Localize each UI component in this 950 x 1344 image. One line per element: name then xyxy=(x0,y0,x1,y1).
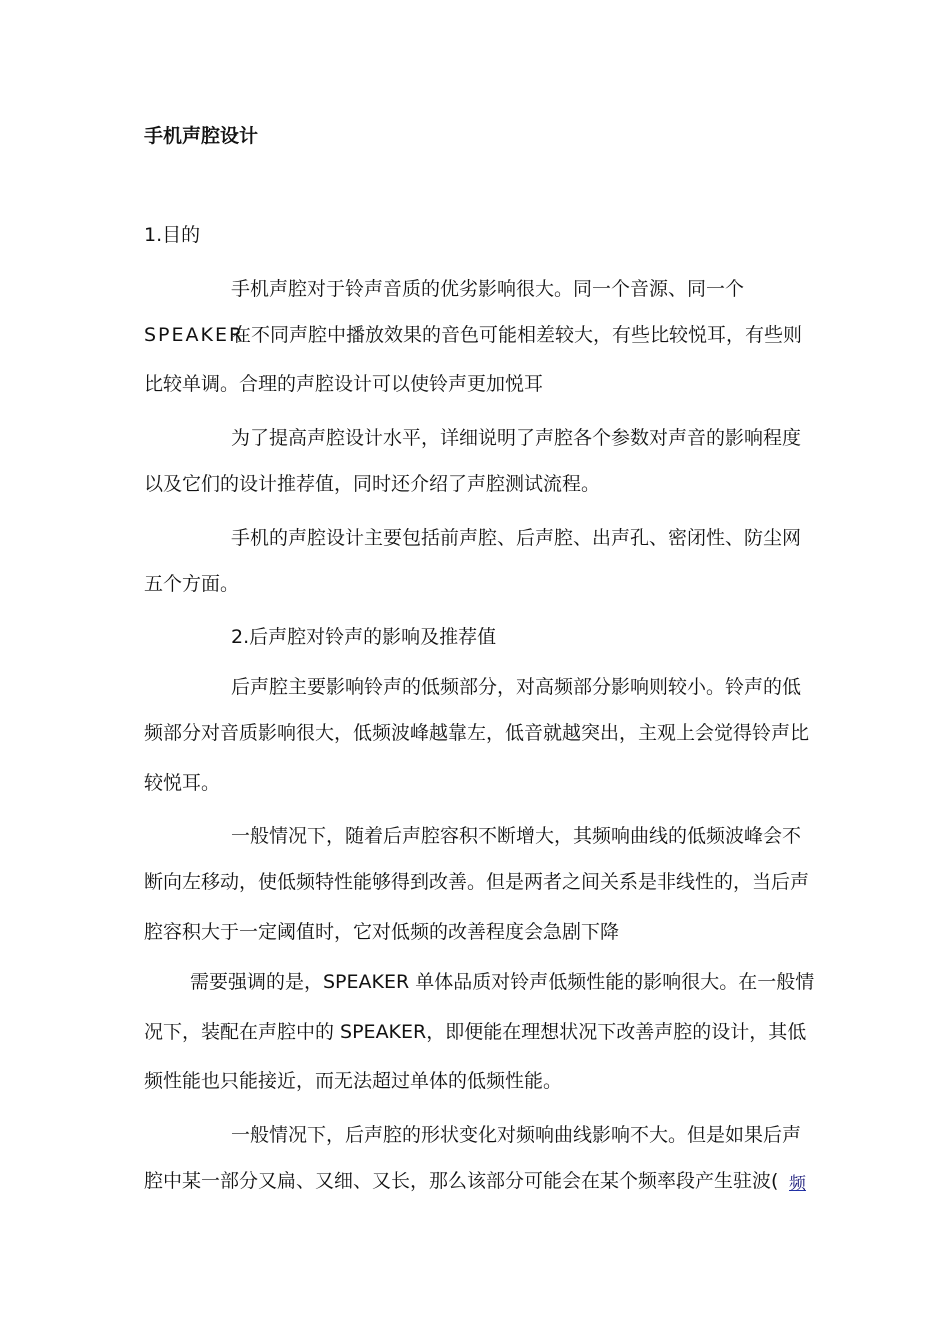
paragraph-line: 在不同声腔中播放效果的音色可能相差较大，有些比较悦耳，有些则 xyxy=(232,324,803,346)
paragraph-line: 手机的声腔设计主要包括前声腔、后声腔、出声孔、密闭性、防尘网 xyxy=(231,527,802,549)
paragraph-line: 需要强调的是，SPEAKER 单体品质对铃声低频性能的影响很大。在一般情 xyxy=(190,971,815,993)
paragraph-line: 频部分对音质影响很大，低频波峰越靠左，低音就越突出，主观上会觉得铃声比 xyxy=(144,722,810,744)
speaker-term: SPEAKER xyxy=(144,324,245,346)
section-heading-purpose: 1.目的 xyxy=(144,224,201,246)
paragraph-line: 况下，装配在声腔中的 SPEAKER，即便能在理想状况下改善声腔的设计，其低 xyxy=(144,1021,807,1043)
paragraph-line: 一般情况下，后声腔的形状变化对频响曲线影响不大。但是如果后声 xyxy=(231,1124,802,1146)
section-heading-back-cavity: 2.后声腔对铃声的影响及推荐值 xyxy=(231,626,497,648)
paragraph-line: 比较单调。合理的声腔设计可以使铃声更加悦耳 xyxy=(144,373,544,395)
paragraph-line: 断向左移动，使低频特性能够得到改善。但是两者之间关系是非线性的，当后声 xyxy=(144,871,810,893)
paragraph-line: 以及它们的设计推荐值，同时还介绍了声腔测试流程。 xyxy=(144,473,601,495)
paragraph-line: 腔容积大于一定阈值时，它对低频的改善程度会急剧下降 xyxy=(144,921,620,943)
paragraph-line: 为了提高声腔设计水平，详细说明了声腔各个参数对声音的影响程度 xyxy=(231,427,802,449)
footnote-link[interactable]: 频 xyxy=(789,1174,806,1194)
paragraph-line: 后声腔主要影响铃声的低频部分，对高频部分影响则较小。铃声的低 xyxy=(231,676,802,698)
paragraph-line: 较悦耳。 xyxy=(144,772,221,794)
paragraph-line: 手机声腔对于铃声音质的优劣影响很大。同一个音源、同一个 xyxy=(231,278,745,300)
paragraph-line: 腔中某一部分又扁、又细、又长，那么该部分可能会在某个频率段产生驻波( xyxy=(144,1170,779,1192)
paragraph-line: 五个方面。 xyxy=(144,573,240,595)
document-title: 手机声腔设计 xyxy=(144,125,259,147)
paragraph-line: 频性能也只能接近，而无法超过单体的低频性能。 xyxy=(144,1070,563,1092)
paragraph-line: 一般情况下，随着后声腔容积不断增大，其频响曲线的低频波峰会不 xyxy=(231,825,802,847)
